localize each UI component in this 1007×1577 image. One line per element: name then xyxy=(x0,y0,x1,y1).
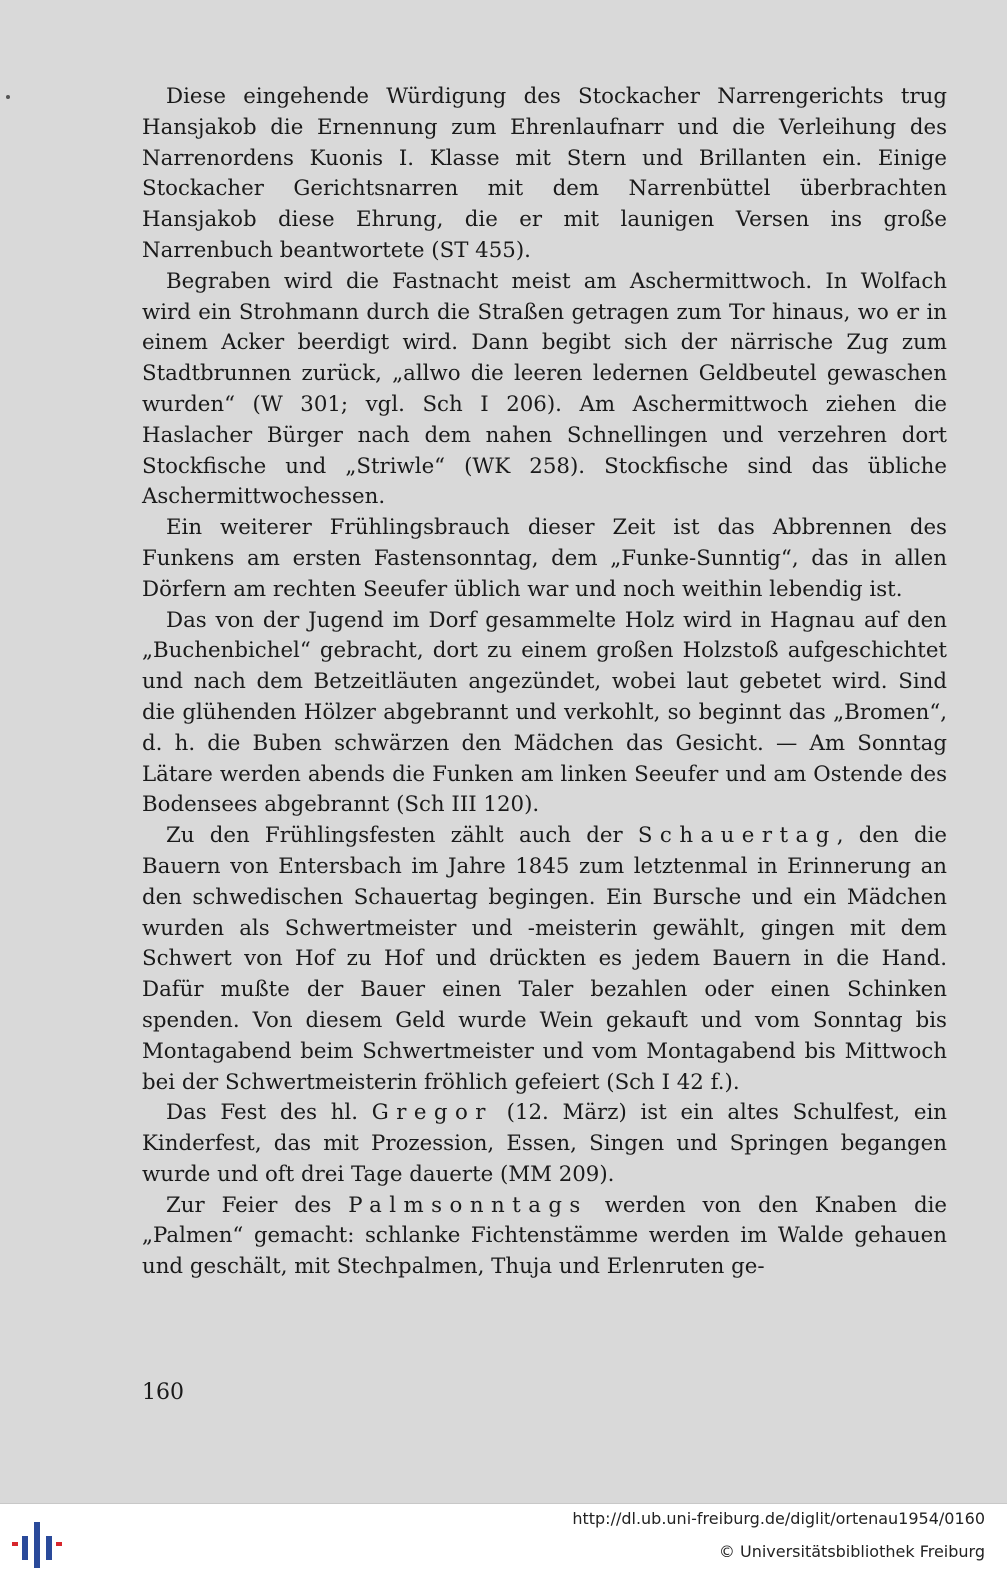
paragraph-4: Das von der Jugend im Dorf gesammelte Holz wird in Hagnau auf den „Buchenbichel“ gebracht, dort zu einem großen Holzstoß aufgeschichtet und nach dem Betzeitläuten angezündet, wobei laut gebetet wird. Sind die glühenden Hölzer abgebrannt und verkohlt, so beginnt das „Bromen“, d. h. die Buben schwärzen den Mädchen das Gesicht. — Am Sonntag Lätare werden abends die Funken am linken Seeufer und am Ostende des Bodensees abgebrannt (Sch III 120). xyxy=(142,607,947,818)
page-number: 160 xyxy=(142,1380,184,1405)
ub-freiburg-logo-icon[interactable] xyxy=(10,1522,70,1568)
paragraph-7: Zur Feier des Palmsonntags werden von den Knaben die „Palmen“ gemacht: schlanke Fichtenstämme werden im Walde gehauen und geschält, mit Stechpalmen, Thuja und Erlenruten ge- xyxy=(142,1192,947,1280)
paragraph-2: Begraben wird die Fastnacht meist am Aschermittwoch. In Wolfach wird ein Strohmann durch die Straßen getragen zum Tor hinaus, wo er in einem Acker beerdigt wird. Dann begibt sich der närrische Zug zum Stadtbrunnen zurück, „allwo die leeren ledernen Geldbeutel gewaschen wurden“ (W 301; vgl. Sch I 206). Am Aschermittwoch ziehen die Haslacher Bürger nach dem nahen Schnellingen und verzehren dort Stockfische und „Striwle“ (WK 258). Stockfische sind das übliche Aschermittwochessen. xyxy=(142,268,947,510)
footer-bar xyxy=(0,1503,1007,1577)
spaced-term-palmsonntags: Palmsonntags xyxy=(348,1192,588,1218)
paragraph-1: Diese eingehende Würdigung des Stockacher Narrengerichts trug Hansjakob die Ernennung zum Ehrenlaufnarr und die Verleihung des Narrenordens Kuonis I. Klasse mit Stern und Brillanten ein. Einige Stockacher Gerichtsnarren mit dem Narrenbüttel überbrachten Hansjakob diese Ehrung, die er mit launigen Versen ins große Narrenbuch beantwortete (ST 455). xyxy=(142,84,947,263)
paragraph-6: Das Fest des hl. Gregor (12. März) ist ein altes Schulfest, ein Kinderfest, das mit Prozession, Essen, Singen und Springen begangen wurde und oft drei Tage dauerte (MM 209). xyxy=(142,1100,947,1187)
scan-speck xyxy=(6,95,10,99)
copyright-notice: © Universitätsbibliothek Freiburg xyxy=(718,1542,985,1561)
permalink-url[interactable]: http://dl.ub.uni-freiburg.de/diglit/ortenau1954/0160 xyxy=(572,1509,985,1528)
body-text xyxy=(142,82,947,1283)
spaced-term-gregor: Gregor xyxy=(371,1100,493,1126)
spaced-term-schauertag: Schauertag xyxy=(637,823,837,849)
paragraph-3: Ein weiterer Frühlingsbrauch dieser Zeit ist das Abbrennen des Funkens am ersten Fastensonntag, dem „Funke-Sunntig“, das in allen Dörfern am rechten Seeufer üblich war und noch weithin lebendig ist. xyxy=(142,515,947,602)
paragraph-5: Zu den Frühlingsfesten zählt auch der Schauertag, den die Bauern von Entersbach im Jahre 1845 zum letztenmal in Erinnerung an den schwedischen Schauertag begingen. Ein Bursche und ein Mädchen wurden als Schwertmeister und -meisterin gewählt, gingen mit dem Schwert von Hof zu Hof und drückten es jedem Bauern in die Hand. Dafür mußte der Bauer einen Taler bezahlen oder einen Schinken spenden. Von diesem Geld wurde Wein gekauft und vom Sonntag bis Montagabend beim Schwertmeister und vom Montagabend bis Mittwoch bei der Schwertmeisterin fröhlich gefeiert (Sch I 42 f.). xyxy=(142,823,947,1095)
